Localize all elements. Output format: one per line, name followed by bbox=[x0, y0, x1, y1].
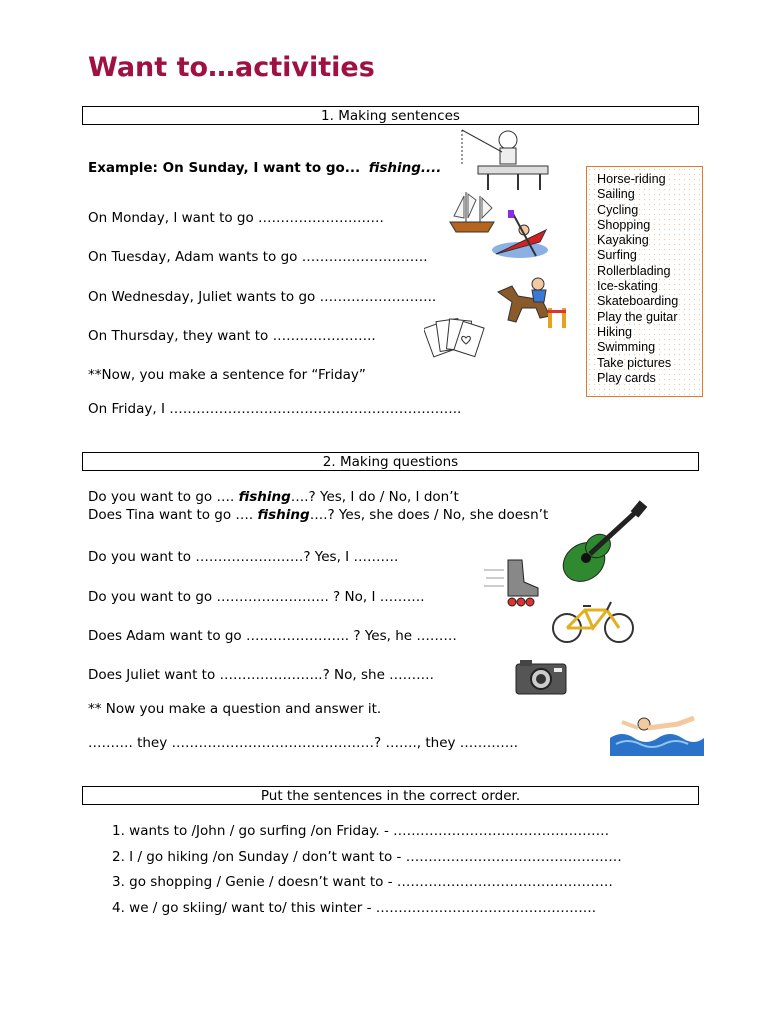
question-example-1-start: Do you want to go …. bbox=[88, 489, 235, 505]
sentence-tuesday: On Tuesday, Adam wants to go ………………………. bbox=[88, 249, 428, 265]
question-example-1-answer: fishing bbox=[238, 489, 291, 505]
word-bank-item: Surfing bbox=[597, 248, 637, 263]
example-sentence bbox=[88, 160, 441, 176]
word-bank-item: Skateboarding bbox=[597, 294, 679, 309]
bicycle-icon bbox=[551, 598, 635, 646]
word-bank-item: Sailing bbox=[597, 187, 635, 202]
example-prefix: Example: On Sunday, I want to go... bbox=[88, 160, 361, 176]
question-example-2-start: Does Tina want to go …. bbox=[88, 507, 254, 523]
word-bank-item: Shopping bbox=[597, 217, 651, 232]
rollerblade-icon bbox=[482, 556, 540, 608]
question-example-2-answer: fishing bbox=[257, 507, 310, 523]
sentence-wednesday: On Wednesday, Juliet wants to go …………………….. bbox=[88, 289, 437, 305]
question-example-2-end: ….? Yes, she does / No, she doesn’t bbox=[309, 507, 549, 523]
question-instruction: ** Now you make a question and answer it. bbox=[88, 701, 382, 717]
question-example-1-end: ….? Yes, I do / No, I don’t bbox=[290, 489, 459, 505]
word-bank-item: Take pictures bbox=[597, 355, 672, 370]
fishing-boy-icon bbox=[458, 126, 550, 192]
sentence-monday: On Monday, I want to go ………………………. bbox=[88, 210, 384, 226]
question-example-1 bbox=[88, 489, 459, 505]
word-bank-item: Swimming bbox=[597, 340, 656, 355]
swimmer-icon bbox=[608, 708, 704, 756]
word-bank-item: Play cards bbox=[597, 370, 656, 385]
word-bank-item: Kayaking bbox=[597, 233, 649, 248]
question-example-2 bbox=[88, 507, 548, 523]
question-3: Does Adam want to go ………………….. ? Yes, he ……… bbox=[88, 628, 457, 644]
order-item-4: 4. we / go skiing/ want to/ this winter - …………………………………………. bbox=[112, 900, 597, 916]
question-1: Do you want to ……………………? Yes, I ………. bbox=[88, 549, 399, 565]
friday-instruction: **Now, you make a sentence for “Friday” bbox=[88, 367, 366, 383]
playing-cards-icon bbox=[424, 314, 486, 364]
order-item-1: 1. wants to /John / go surfing /on Friday. - ………………………………………… bbox=[112, 823, 610, 839]
horse-riding-icon bbox=[492, 272, 572, 332]
word-bank bbox=[586, 166, 703, 397]
kayak-icon bbox=[490, 208, 552, 266]
question-4: Does Juliet want to …………………..? No, she ………. bbox=[88, 667, 434, 683]
example-answer: fishing.... bbox=[368, 160, 442, 176]
word-bank-item: Cycling bbox=[597, 202, 639, 217]
sentence-thursday: On Thursday, they want to ………………….. bbox=[88, 328, 376, 344]
word-bank-item: Rollerblading bbox=[597, 263, 671, 278]
page-title: Want to…activities bbox=[88, 52, 375, 83]
word-bank-item: Play the guitar bbox=[597, 309, 678, 324]
question-own: ………. they ………………………………………? ……., they …………. bbox=[88, 735, 519, 751]
section-header-correct-order: Put the sentences in the correct order. bbox=[82, 786, 699, 805]
word-bank-item: Hiking bbox=[597, 324, 632, 339]
section-header-making-sentences: 1. Making sentences bbox=[82, 106, 699, 125]
word-bank-item: Horse-riding bbox=[597, 172, 666, 186]
word-bank-item: Ice-skating bbox=[597, 279, 658, 294]
order-item-2: 2. I / go hiking /on Sunday / don’t want to - ………………………………………… bbox=[112, 849, 622, 865]
order-item-3: 3. go shopping / Genie / doesn’t want to - ………………………………………… bbox=[112, 874, 613, 890]
section-header-making-questions: 2. Making questions bbox=[82, 452, 699, 471]
sentence-friday: On Friday, I ……………………………………………………….. bbox=[88, 401, 462, 417]
guitar-icon bbox=[556, 500, 648, 588]
question-2: Do you want to go ……………………. ? No, I ………. bbox=[88, 589, 425, 605]
camera-icon bbox=[514, 658, 568, 696]
